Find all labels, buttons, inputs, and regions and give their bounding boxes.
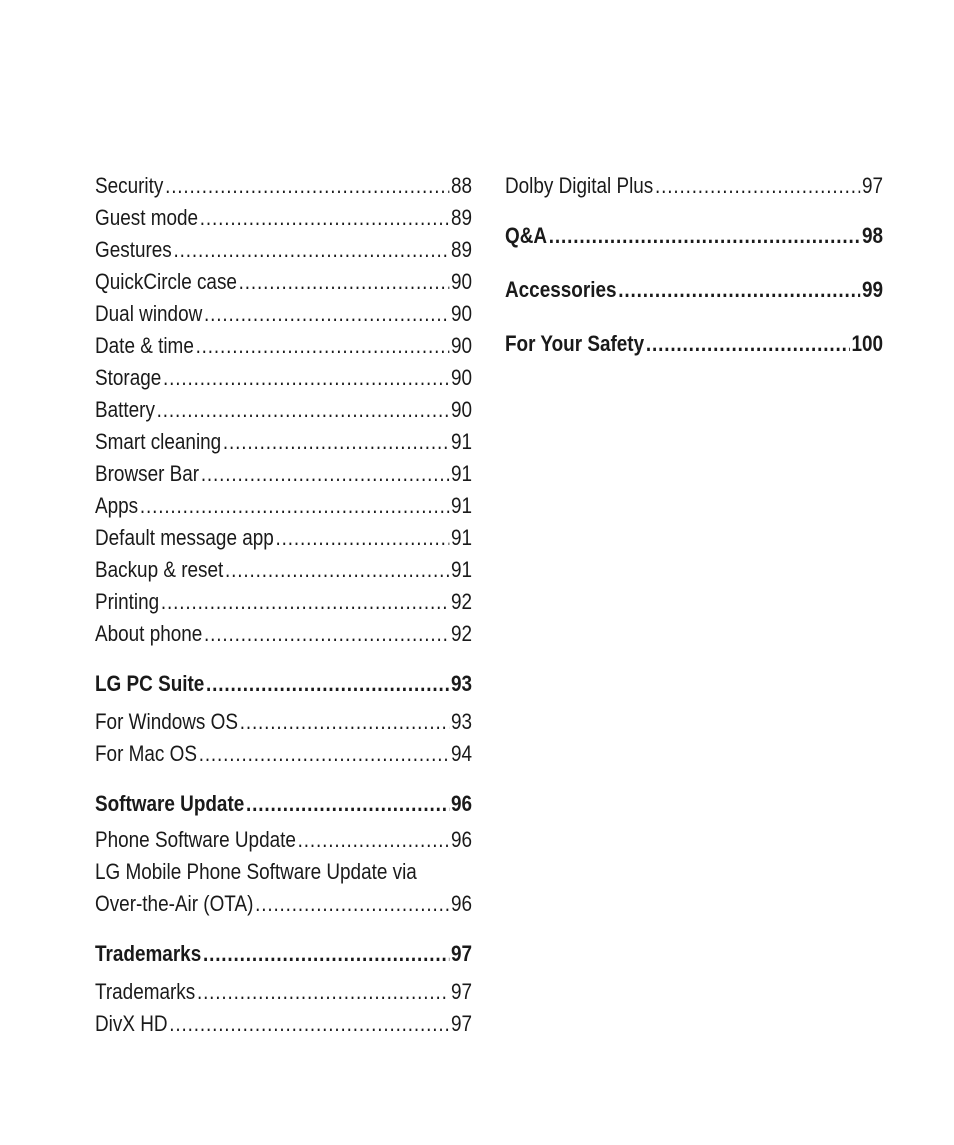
leader-dots <box>240 706 450 738</box>
toc-entry-smart-cleaning[interactable]: Smart cleaning ..... 91 <box>95 426 472 458</box>
leader-dots <box>204 618 449 650</box>
toc-entry-date-time[interactable]: Date & time ..... 90 <box>95 330 472 362</box>
toc-entry-for-windows-os[interactable]: For Windows OS ..... 93 <box>95 706 472 738</box>
toc-heading-for-your-safety[interactable]: For Your Safety ..... 100 <box>505 328 883 360</box>
leader-dots <box>246 788 449 820</box>
toc-entry-guest-mode[interactable]: Guest mode ..... 89 <box>95 202 472 234</box>
leader-dots <box>223 426 449 458</box>
leader-dots <box>163 362 449 394</box>
toc-entry-ota-line1[interactable]: LG Mobile Phone Software Update via <box>95 859 417 884</box>
leader-dots <box>225 554 449 586</box>
toc-entry-default-message-app[interactable]: Default message app ..... 91 <box>95 522 472 554</box>
leader-dots <box>618 274 860 306</box>
toc-entry-apps[interactable]: Apps ..... 91 <box>95 490 472 522</box>
leader-dots <box>298 824 450 856</box>
leader-dots <box>173 234 449 266</box>
leader-dots <box>206 668 449 700</box>
toc-entry-printing[interactable]: Printing ..... 92 <box>95 586 472 618</box>
toc-entry-backup-reset[interactable]: Backup & reset ..... 91 <box>95 554 472 586</box>
toc-entry-phone-software-update[interactable]: Phone Software Update ..... 96 <box>95 824 472 856</box>
leader-dots <box>197 976 449 1008</box>
leader-dots <box>646 328 850 360</box>
toc-entry-security[interactable]: Security ..... 88 <box>95 170 472 202</box>
toc-entry-browser-bar[interactable]: Browser Bar ..... 91 <box>95 458 472 490</box>
leader-dots <box>655 170 860 202</box>
toc-entry-trademarks[interactable]: Trademarks ..... 97 <box>95 976 472 1008</box>
leader-dots <box>276 522 450 554</box>
toc-heading-trademarks[interactable]: Trademarks ..... 97 <box>95 938 472 970</box>
leader-dots <box>203 938 449 970</box>
toc-entry-battery[interactable]: Battery ..... 90 <box>95 394 472 426</box>
leader-dots <box>204 298 449 330</box>
toc-heading-lg-pc-suite[interactable]: LG PC Suite ..... 93 <box>95 668 472 700</box>
toc-heading-qa[interactable]: Q&A ..... 98 <box>505 220 883 252</box>
leader-dots <box>140 490 449 522</box>
leader-dots <box>200 202 449 234</box>
toc-entry-gestures[interactable]: Gestures ..... 89 <box>95 234 472 266</box>
toc-entry-dual-window[interactable]: Dual window ..... 90 <box>95 298 472 330</box>
toc-entry-about-phone[interactable]: About phone ..... 92 <box>95 618 472 650</box>
toc-right-column <box>505 170 883 360</box>
leader-dots <box>165 170 449 202</box>
leader-dots <box>255 888 449 920</box>
leader-dots <box>239 266 450 298</box>
toc-entry-storage[interactable]: Storage ..... 90 <box>95 362 472 394</box>
leader-dots <box>196 330 450 362</box>
leader-dots <box>201 458 449 490</box>
toc-entry-for-mac-os[interactable]: For Mac OS ..... 94 <box>95 738 472 770</box>
leader-dots <box>199 738 450 770</box>
toc-heading-software-update[interactable]: Software Update ..... 96 <box>95 788 472 820</box>
toc-entry-dolby-digital-plus[interactable]: Dolby Digital Plus ..... 97 <box>505 170 883 202</box>
toc-entry-divx-hd[interactable]: DivX HD ..... 97 <box>95 1008 472 1040</box>
toc-heading-accessories[interactable]: Accessories ..... 99 <box>505 274 883 306</box>
leader-dots <box>157 394 450 426</box>
toc-entry-quickcircle-case[interactable]: QuickCircle case ..... 90 <box>95 266 472 298</box>
leader-dots <box>549 220 861 252</box>
leader-dots <box>169 1008 449 1040</box>
toc-entry-ota[interactable]: Over-the-Air (OTA) ..... 96 <box>95 888 472 920</box>
leader-dots <box>161 586 449 618</box>
toc-left-column <box>95 170 472 1040</box>
